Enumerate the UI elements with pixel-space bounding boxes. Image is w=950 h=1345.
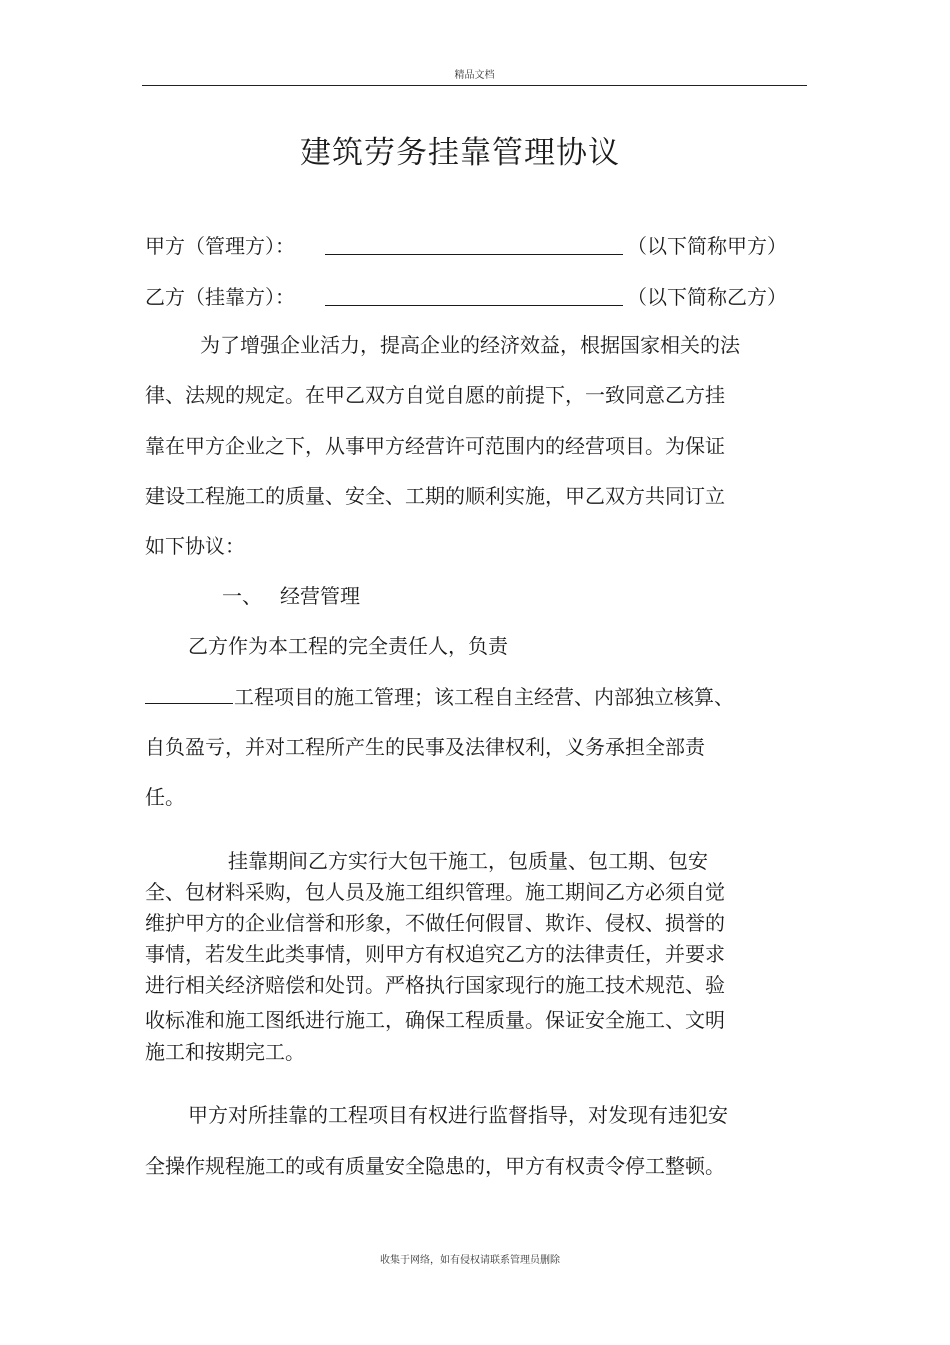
- party-b-row: [145, 281, 795, 309]
- page-header: 精品文档: [454, 70, 495, 81]
- preamble-line: 建设工程施工的质量、安全、工期的顺利实施，甲乙双方共同订立: [145, 484, 725, 508]
- section-number: 一、: [222, 584, 262, 608]
- paragraph-line: 进行相关经济赔偿和处罚。严格执行国家现行的施工技术规范、验: [145, 973, 725, 997]
- document-title: 建筑劳务挂靠管理协议: [300, 135, 620, 171]
- party-a-blank: [325, 254, 623, 255]
- party-b-blank: [325, 305, 623, 306]
- party-b-label: 乙方（挂靠方）：: [145, 285, 295, 309]
- preamble-line: 靠在甲方企业之下，从事甲方经营许可范围内的经营项目。为保证: [145, 434, 725, 458]
- preamble-line: 为了增强企业活力，提高企业的经济效益，根据国家相关的法: [200, 333, 740, 357]
- project-name-blank: [145, 683, 233, 704]
- paragraph-line-text: 工程项目的施工管理；该工程自主经营、内部独立核算、: [234, 685, 734, 709]
- header-rule: [142, 85, 807, 86]
- section-title: 经营管理: [280, 584, 360, 608]
- paragraph-line: 事情，若发生此类事情，则甲方有权追究乙方的法律责任，并要求: [145, 942, 725, 966]
- preamble-line: 如下协议：: [145, 534, 245, 558]
- page-footer: 收集于网络，如有侵权请联系管理员删除: [380, 1255, 560, 1266]
- paragraph-line: [145, 681, 734, 710]
- paragraph-line: 全操作规程施工的或有质量安全隐患的，甲方有权责令停工整顿。: [145, 1154, 725, 1178]
- paragraph-line: 甲方对所挂靠的工程项目有权进行监督指导，对发现有违犯安: [188, 1103, 728, 1127]
- party-a-label: 甲方（管理方）：: [145, 234, 295, 258]
- paragraph-line: 全、包材料采购，包人员及施工组织管理。施工期间乙方必须自觉: [145, 880, 725, 904]
- party-b-note: （以下简称乙方）: [627, 285, 787, 309]
- preamble-line: 律、法规的规定。在甲乙双方自觉自愿的前提下，一致同意乙方挂: [145, 383, 725, 407]
- party-a-row: [145, 230, 795, 258]
- paragraph-line: 维护甲方的企业信誉和形象，不做任何假冒、欺诈、侵权、损誉的: [145, 911, 725, 935]
- paragraph-line: 自负盈亏，并对工程所产生的民事及法律权利，义务承担全部责: [145, 735, 705, 759]
- paragraph-line: 收标准和施工图纸进行施工，确保工程质量。保证安全施工、文明: [145, 1008, 725, 1032]
- paragraph-line: 任。: [145, 785, 185, 809]
- party-a-note: （以下简称甲方）: [627, 234, 787, 258]
- paragraph-line: 乙方作为本工程的完全责任人，负责: [188, 634, 508, 658]
- paragraph-line: 挂靠期间乙方实行大包干施工，包质量、包工期、包安: [228, 849, 708, 873]
- paragraph-line: 施工和按期完工。: [145, 1040, 305, 1064]
